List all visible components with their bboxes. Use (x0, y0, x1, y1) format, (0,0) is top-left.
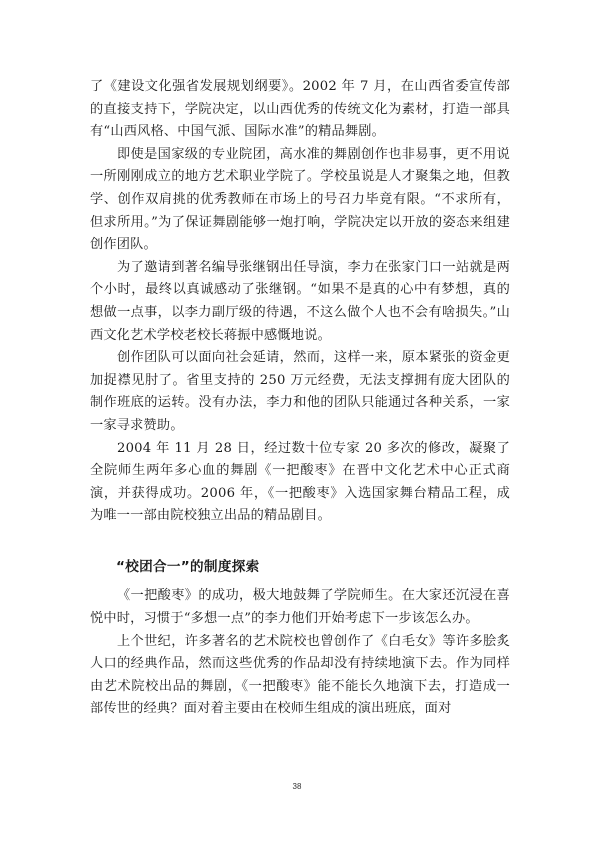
body-text (90, 76, 510, 721)
paragraph: 上个世纪，许多著名的艺术院校也曾创作了《白毛女》等许多脍炙人口的经典作品，然而这些优秀的作品却没有持续地演下去。作为同样由艺术院校出品的舞剧，《一把酸枣》能不能长久地演下去，打造成一部传世的经典？面对着主要由在校师生组成的演出班底，面对 (90, 633, 510, 717)
paragraph: 2004 年 11 月 28 日，经过数十位专家 20 多次的修改，凝聚了全院师生两年多心血的舞剧《一把酸枣》在晋中文化艺术中心正式商演，并获得成功。2006 年，《一把酸枣》入选国家舞台精品工程，成为唯一一部由院校独立出品的精品剧目。 (90, 440, 510, 524)
section-spacer (90, 528, 510, 544)
paragraph: 即使是国家级的专业院团，高水准的舞剧创作也非易事，更不用说一所刚刚成立的地方艺术职业学院了。学校虽说是人才聚集之地，但教学、创作双肩挑的优秀教师在市场上的号召力毕竟有限。“不求所有，但求所用。”为了保证舞剧能够一炮打响，学院决定以开放的姿态来组建创作团队。 (90, 146, 510, 253)
paragraph: 《一把酸枣》的成功，极大地鼓舞了学院师生。在大家还沉浸在喜悦中时，习惯于“多想一点”的李力他们开始考虑下一步该怎么办。 (90, 588, 510, 627)
page-number: 38 (292, 782, 302, 791)
section-heading: “校团合一”的制度探索 (116, 558, 260, 575)
paragraph: 创作团队可以面向社会延请，然而，这样一来，原本紧张的资金更加捉襟见肘了。省里支持的 250 万元经费，无法支撑拥有庞大团队的制作班底的运转。没有办法，李力和他的团队只能通过各种关系，一家一家寻求赞助。 (90, 350, 510, 433)
paragraph: 为了邀请到著名编导张继钢出任导演，李力在张家门口一站就是两个小时，最终以真诚感动了张继钢。“如果不是真的心中有梦想，真的想做一点事，以李力副厅级的待遇，不这么做个人也不会有啥损失。”山西文化艺术学校老校长蒋振中感慨地说。 (90, 259, 510, 343)
paragraph: 了《建设文化强省发展规划纲要》。2002 年 7 月，在山西省委宣传部的直接支持下，学院决定，以山西优秀的传统文化为素材，打造一部具有“山西风格、中国气派、国际水准”的精品舞剧。 (90, 79, 510, 140)
